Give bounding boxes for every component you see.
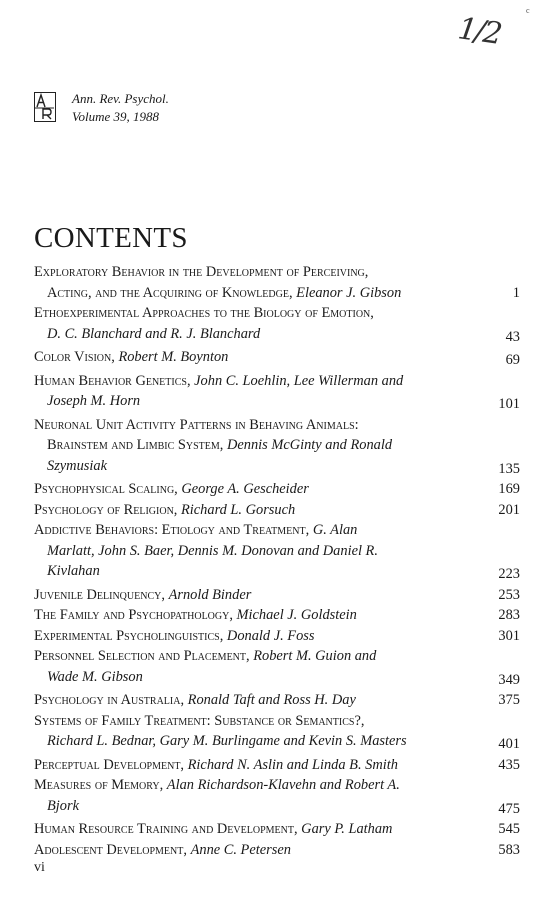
entry-authors-cont: Kivlahan xyxy=(47,563,100,579)
toc-entry[interactable] xyxy=(34,303,520,347)
entry-authors: Arnold Binder xyxy=(168,586,252,603)
journal-header xyxy=(34,90,334,128)
page-folio: vi xyxy=(34,860,45,875)
entry-title: The Family and Psychopathology, xyxy=(34,607,233,623)
entry-page: 169 xyxy=(498,481,520,497)
handwritten-annotation: 1/2 xyxy=(455,11,503,52)
toc-entry[interactable] xyxy=(34,585,520,606)
table-of-contents xyxy=(34,262,520,860)
entry-title: Personnel Selection and Placement, xyxy=(34,648,250,664)
entry-page: 545 xyxy=(498,821,520,837)
entry-authors: Richard L. Gorsuch xyxy=(181,501,296,518)
entry-authors: Robert M. Guion and xyxy=(253,648,377,664)
entry-title: Addictive Behaviors: Etiology and Treatment, xyxy=(34,522,310,538)
toc-entry[interactable] xyxy=(34,520,520,585)
toc-entry[interactable] xyxy=(34,775,520,819)
toc-entry[interactable] xyxy=(34,347,520,371)
entry-authors: Michael J. Goldstein xyxy=(236,607,357,623)
entry-title: Exploratory Behavior in the Development of Perceiving, xyxy=(34,264,369,280)
entry-page: 1 xyxy=(512,284,520,301)
entry-title: Human Resource Training and Development, xyxy=(34,821,298,837)
entry-title-cont: Brainstem and Limbic System, xyxy=(47,437,224,453)
entry-title-cont: Acting, and the Acquiring of Knowledge, xyxy=(47,284,293,301)
entry-title: Measures of Memory, xyxy=(34,777,164,793)
entry-authors: Donald J. Foss xyxy=(226,627,315,644)
toc-entry[interactable] xyxy=(34,371,520,415)
entry-page: 401 xyxy=(498,736,520,752)
entry-page: 301 xyxy=(498,627,520,644)
entry-title: Experimental Psycholinguistics, xyxy=(34,627,224,644)
entry-title: Psychology of Religion, xyxy=(34,501,178,518)
entry-authors: George A. Gescheider xyxy=(181,481,309,497)
toc-entry[interactable] xyxy=(34,415,520,480)
entry-authors: Anne C. Petersen xyxy=(190,841,291,858)
entry-authors: Alan Richardson-Klavehn and Robert A. xyxy=(166,777,400,793)
entry-page: 135 xyxy=(498,460,520,477)
journal-name: Ann. Rev. Psychol. xyxy=(72,91,169,106)
entry-page: 283 xyxy=(498,607,520,623)
entry-page: 101 xyxy=(498,396,520,412)
journal-citation xyxy=(72,90,169,126)
toc-entry[interactable] xyxy=(34,711,520,755)
entry-authors: Dennis McGinty and Ronald xyxy=(226,437,393,453)
entry-page: 201 xyxy=(498,501,520,518)
toc-entry[interactable] xyxy=(34,605,520,626)
entry-page: 253 xyxy=(498,586,520,603)
entry-title: Human Behavior Genetics, xyxy=(34,372,191,389)
toc-entry[interactable] xyxy=(34,819,520,840)
entry-page: 583 xyxy=(498,841,520,858)
entry-authors-cont: Marlatt, John S. Baer, Dennis M. Donovan and Daniel R. xyxy=(47,542,378,559)
toc-entry[interactable] xyxy=(34,690,520,711)
entry-authors: John C. Loehlin, Lee Willerman and xyxy=(194,372,404,389)
toc-entry[interactable] xyxy=(34,840,520,861)
entry-authors-cont: Wade M. Gibson xyxy=(47,668,143,685)
entry-authors: Robert M. Boynton xyxy=(118,349,229,365)
entry-title: Neuronal Unit Activity Patterns in Behaving Animals: xyxy=(34,416,359,433)
toc-entry[interactable] xyxy=(34,646,520,690)
corner-mark: c xyxy=(526,6,530,15)
entry-authors: Richard L. Bednar, Gary M. Burlingame and Kevin S. Masters xyxy=(47,733,407,749)
entry-title: Ethoexperimental Approaches to the Biology of Emotion, xyxy=(34,305,374,321)
entry-authors: Gary P. Latham xyxy=(301,821,393,837)
entry-authors: G. Alan xyxy=(312,522,358,538)
entry-title: Perceptual Development, xyxy=(34,756,185,773)
entry-title: Systems of Family Treatment: Substance or Semantics?, xyxy=(34,712,365,729)
toc-entry[interactable] xyxy=(34,500,520,521)
entry-page: 375 xyxy=(498,692,520,708)
entry-authors-cont: Szymusiak xyxy=(47,457,107,474)
journal-volume: Volume 39, 1988 xyxy=(72,109,160,124)
entry-authors: Ronald Taft and Ross H. Day xyxy=(187,692,356,708)
entry-title: Psychophysical Scaling, xyxy=(34,481,178,497)
toc-entry[interactable] xyxy=(34,626,520,647)
annual-reviews-logo-icon xyxy=(34,92,56,122)
entry-title: Adolescent Development, xyxy=(34,841,187,858)
entry-page: 435 xyxy=(498,756,520,773)
entry-page: 223 xyxy=(498,566,520,582)
entry-authors-cont: Joseph M. Horn xyxy=(47,393,141,409)
entry-page: 475 xyxy=(498,800,520,817)
entry-title: Psychology in Australia, xyxy=(34,692,185,708)
entry-authors: Eleanor J. Gibson xyxy=(296,284,402,301)
entry-title: Juvenile Delinquency, xyxy=(34,586,165,603)
toc-entry[interactable] xyxy=(34,755,520,776)
entry-authors-cont: Bjork xyxy=(47,797,79,814)
entry-authors: D. C. Blanchard and R. J. Blanchard xyxy=(47,325,261,342)
toc-entry[interactable] xyxy=(34,479,520,500)
entry-title: Color Vision, xyxy=(34,349,115,365)
contents-heading: CONTENTS xyxy=(34,222,188,254)
toc-entry[interactable] xyxy=(34,262,520,303)
entry-authors: Richard N. Aslin and Linda B. Smith xyxy=(187,756,398,773)
entry-page: 43 xyxy=(505,328,520,345)
entry-page: 69 xyxy=(505,352,520,368)
entry-page: 349 xyxy=(498,671,520,688)
